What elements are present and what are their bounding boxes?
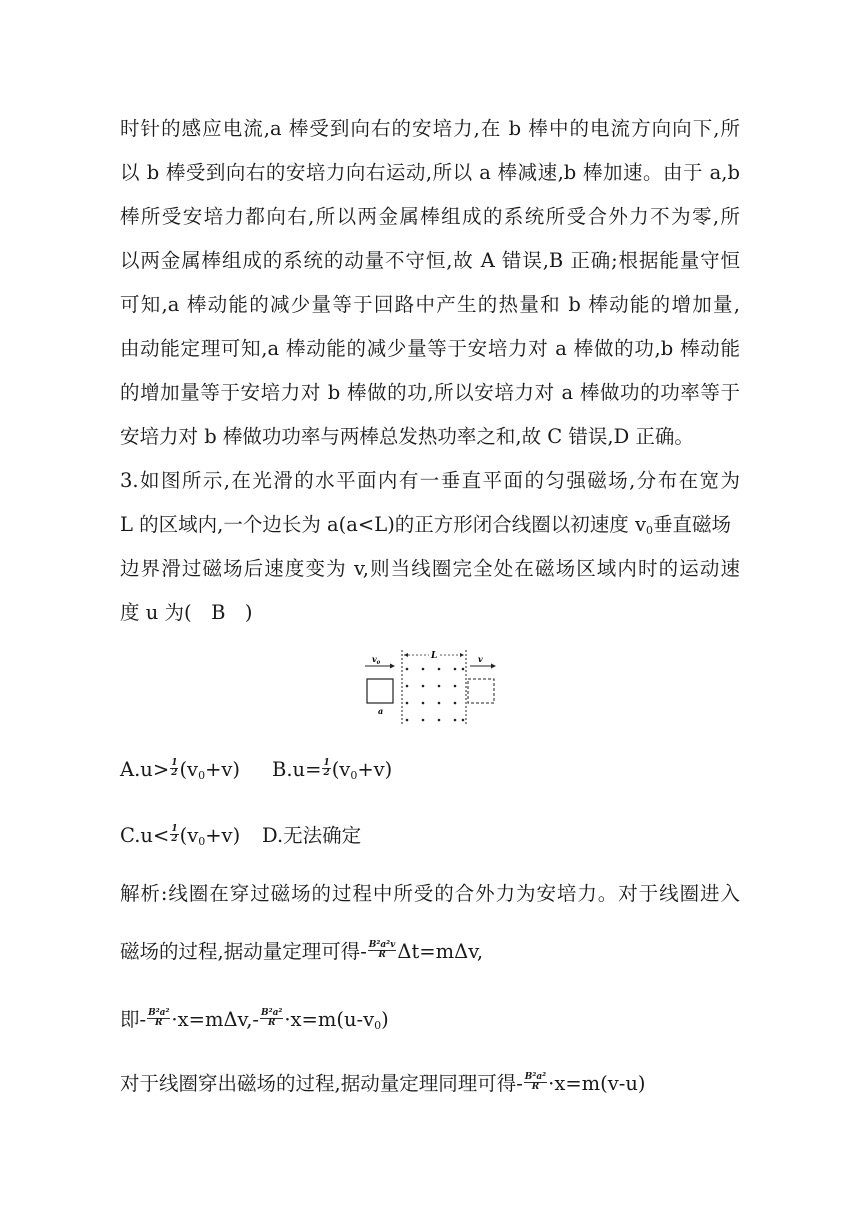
solution-line: 解析:线圈在穿过磁场的过程中所受的合外力为安培力。对于线圈进入 [120,882,740,905]
option-b [272,757,393,782]
question-line: 3.如图所示,在光滑的水平面内有一垂直平面的匀强磁场,分布在宽为 [120,469,740,492]
option-a [120,757,241,782]
text-line: 时针的感应电流,a 棒受到向右的安培力,在 b 棒中的电流方向向下,所 [120,117,740,140]
frac-den: 2 [171,834,178,844]
frac-den: R [531,1082,540,1092]
option-c-prefix: C.u< [120,824,170,847]
solution-text: ·x=m(v-u) [548,1072,646,1095]
half-fraction [170,825,178,845]
fraction-B2a2v-over-R [368,941,397,961]
solution-text: ·x=mΔv,- [171,1008,260,1031]
subscript: 0 [198,769,206,782]
half-fraction [322,759,330,779]
option-c [120,823,241,848]
L-label: L [431,651,438,661]
paren-open: (v [179,824,199,847]
subscript: 0 [350,769,358,782]
solution-text: Δt=mΔv, [397,940,484,963]
paren-open: (v [331,758,351,781]
text-line: 棒所受安培力都向右,所以两金属棒组成的系统所受合外力不为零,所 [120,205,740,228]
frac-den: 2 [323,768,330,778]
option-a-prefix: A.u> [120,758,170,781]
question-line: 边界滑过磁场后速度变为 v,则当线圈完全处在磁场区域内时的运动速 [120,557,740,580]
solution-line [120,939,484,963]
v0-arrowhead [390,664,395,669]
a-label: a [378,706,384,716]
frac-num: 1 [171,823,178,834]
text-line: 以两金属棒组成的系统的动量不守恒,故 A 错误,B 正确;根据能量守恒 [120,249,740,272]
solution-text: ·x=m(u-v [284,1008,375,1031]
solution-text: 对于线圈穿出磁场的过程,据动量定理同理可得- [120,1072,523,1095]
frac-num: B²a² [261,1007,283,1018]
question-text: L 的区域内,一个边长为 a(a<L)的正方形闭合线圈以初速度 v [120,513,647,536]
subscript: 0 [198,835,206,848]
paren-close: +v) [205,824,241,847]
subscript: 0 [646,524,654,537]
frac-den: R [155,1018,163,1028]
magnetic-field-figure [360,646,510,746]
solution-text: ) [381,1008,389,1031]
solution-text: 磁场的过程,据动量定理可得- [120,940,367,963]
option-d: D.无法确定 [262,824,362,847]
solution-line [120,1071,646,1095]
v0-label: $v_0$ [372,654,381,666]
paren-open: (v [179,758,199,781]
text-line: 可知,a 棒动能的减少量等于回路中产生的热量和 b 棒动能的增加量, [120,293,740,316]
coil-square [367,679,393,703]
option-b-prefix: B.u= [272,758,322,781]
text-line: 以 b 棒受到向右的安培力向右运动,所以 a 棒减速,b 棒加速。由于 a,b [120,161,740,184]
solution-line [120,1007,389,1032]
fraction-B2a2-over-R [147,1009,170,1029]
field-dots [406,668,465,722]
L-arrow-right [460,653,464,657]
frac-num: B²a² [524,1071,547,1082]
v-label: v [478,654,483,664]
half-fraction [170,759,178,779]
fraction-B2a2-over-R [260,1009,283,1029]
question-line [120,515,731,536]
frac-den: R [378,950,386,960]
text-line: 的增加量等于安培力对 b 棒做的功,所以安培力对 a 棒做功的功率等于 [120,381,740,404]
frac-den: 2 [171,768,178,778]
frac-num: 1 [323,757,330,768]
paren-close: +v) [357,758,393,781]
question-line: 度 u 为( B ) [120,601,253,624]
fraction-B2a2-over-R [524,1073,547,1093]
question-text: 垂直磁场 [653,513,732,536]
text-line: 安培力对 b 棒做功功率与两棒总发热功率之和,故 C 错误,D 正确。 [120,425,694,448]
frac-num: B²a² [148,1007,170,1018]
frac-den: R [267,1018,276,1028]
L-arrow-left [404,653,408,657]
frac-num: B²a²v [368,939,396,950]
v-arrowhead [491,664,496,669]
solution-text: 即- [120,1008,147,1031]
paren-close: +v) [205,758,241,781]
subscript: 0 [374,1019,382,1032]
coil-exit-square [468,679,494,703]
text-line: 由动能定理可知,a 棒动能的减少量等于安培力对 a 棒做的功,b 棒动能 [120,337,740,360]
frac-num: 1 [171,757,178,768]
